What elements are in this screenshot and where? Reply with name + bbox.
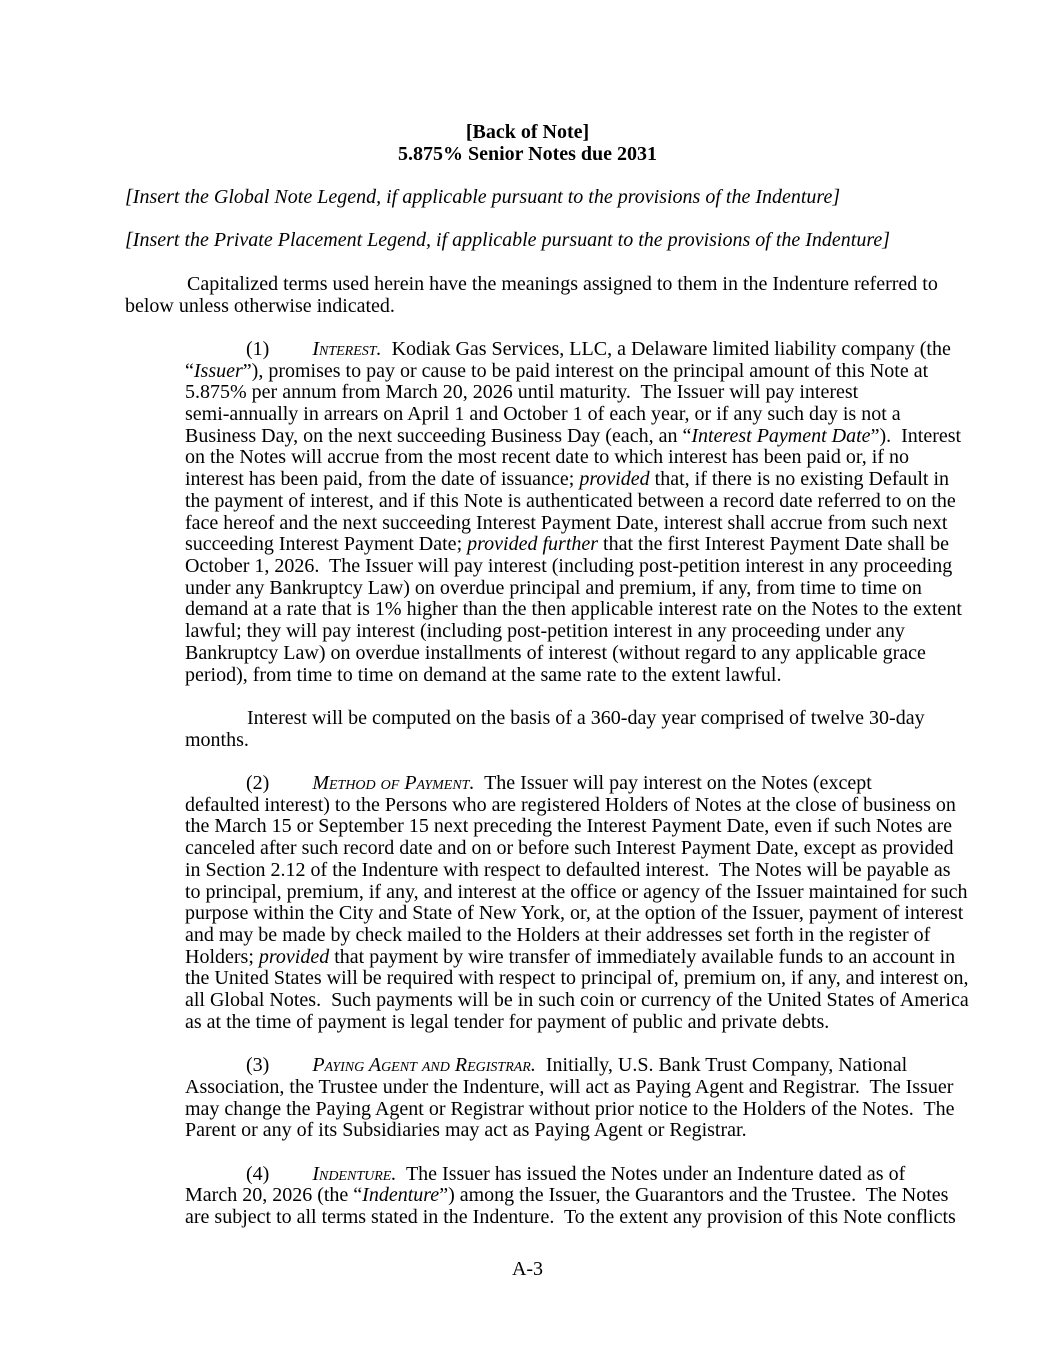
text-line — [185, 793, 956, 817]
text-line — [185, 447, 930, 469]
text-run: Issuer — [193, 359, 243, 382]
text-line — [185, 837, 954, 860]
title-line-back-of-note: [Back of Note] — [465, 121, 590, 143]
text-run: the March 15 or September 15 next preceding the Interest Payment Date, even if such Notes are — [185, 815, 952, 838]
text-run: under any Bankruptcy Law) on overdue principal and premium, if any, from time to time on — [185, 576, 922, 599]
text-run: [Insert the Global Note Legend, if applicable pursuant to the provisions of the Indenture] — [125, 186, 841, 209]
section-3-paying-agent-and-registrar — [185, 1054, 955, 1142]
text-line — [185, 858, 951, 882]
text-run: “ — [185, 359, 194, 382]
text-run: 5.875% per annum from March 20, 2026 until maturity. The Issuer will pay interest — [185, 381, 859, 404]
text-run: months. — [185, 728, 249, 751]
text-run: are subject to all terms stated in the Indenture. To the extent any provision of this Note conflicts — [185, 1206, 956, 1229]
text-run: (3) — [246, 1054, 270, 1077]
section-2-method-of-payment — [185, 772, 969, 1033]
section-heading: Interest. — [312, 337, 382, 360]
text-line — [125, 272, 938, 296]
text-run: provided further — [467, 533, 599, 556]
text-run: the payment of interest, and if this Note is authenticated between a record date referred to on the — [185, 489, 956, 512]
text-run: that, if there is no existing Default in — [649, 468, 950, 491]
text-run: (1) — [246, 337, 270, 360]
text-line — [185, 1120, 930, 1142]
section-heading: Indenture. — [312, 1162, 397, 1185]
text-run: canceled after such record date and on or before such Interest Payment Date, except as provided — [185, 837, 954, 860]
text-line — [125, 187, 930, 209]
title-line-notes-due: 5.875% Senior Notes due 2031 — [397, 142, 658, 165]
text-run: (2) — [246, 772, 270, 794]
text-line — [185, 880, 968, 904]
text-run: The Issuer has issued the Notes under an Indenture dated as of — [396, 1162, 906, 1185]
document-title — [125, 122, 930, 165]
text-run: (4) — [246, 1162, 270, 1185]
capitalized-terms-paragraph — [125, 272, 938, 317]
text-run: the United States will be required with respect to principal of, premium on, if any, and interest on, — [185, 967, 969, 990]
text-run: succeeding Interest Payment Date; — [185, 533, 468, 556]
text-run: ”) among the Issuer, the Guarantors and the Trustee. The Notes — [439, 1184, 949, 1207]
text-run: March 20, 2026 (the “ — [185, 1184, 363, 1207]
section-heading: Method of Payment. — [312, 772, 475, 794]
text-run: interest has been paid, from the date of issuance; — [185, 468, 580, 491]
text-line — [185, 337, 951, 361]
text-run: may change the Paying Agent or Registrar without prior notice to the Holders of the Notes. The — [185, 1097, 955, 1120]
text-line — [185, 815, 952, 838]
text-line — [185, 578, 930, 600]
section-4-indenture — [185, 1162, 956, 1229]
text-line — [125, 230, 930, 252]
page-number-footer: A-3 — [511, 1258, 544, 1280]
interest-computation-paragraph — [185, 708, 930, 751]
text-run: ”). Interest — [870, 424, 962, 447]
text-run: face hereof and the next succeeding Interest Payment Date, interest shall accrue from such next — [185, 511, 948, 534]
text-run: Association, the Trustee under the Indenture, will act as Paying Agent and Registrar. The Issuer — [185, 1075, 954, 1098]
text-run: ”), promises to pay or cause to be paid interest on the principal amount of this Note at — [242, 359, 929, 382]
text-line — [185, 643, 930, 665]
text-run: that the first Interest Payment Date shall be — [598, 533, 950, 556]
text-run: as at the time of payment is legal tender for payment of public and private debts. — [185, 1010, 830, 1033]
text-line — [185, 945, 956, 969]
text-line — [125, 296, 930, 318]
text-line — [185, 1012, 930, 1034]
text-line — [185, 361, 930, 383]
text-line — [185, 533, 950, 556]
text-line — [185, 1184, 949, 1207]
text-line — [185, 730, 930, 752]
text-run: Capitalized terms used herein have the meanings assigned to them in the Indenture referred to — [187, 272, 938, 295]
text-line — [185, 708, 930, 730]
text-line — [185, 1206, 956, 1229]
text-line — [185, 555, 953, 578]
text-line — [185, 468, 950, 491]
text-run: Interest Payment Date — [691, 424, 871, 447]
text-line — [185, 925, 930, 947]
text-run: Holders; — [185, 945, 259, 968]
text-run: October 1, 2026. The Issuer will pay interest (including post-petition interest in any proceeding — [185, 555, 953, 577]
text-run: and may be made by check mailed to the Holders at their addresses set forth in the register of — [185, 923, 931, 946]
text-run: to principal, premium, if any, and interest at the office or agency of the Issuer maintained for such — [185, 880, 968, 903]
text-line — [185, 989, 969, 1012]
text-line — [185, 902, 964, 925]
text-run: Initially, U.S. Bank Trust Company, National — [535, 1054, 908, 1077]
text-line — [185, 665, 930, 687]
text-run: provided — [258, 945, 330, 968]
text-line — [185, 511, 948, 535]
text-run: that payment by wire transfer of immediately available funds to an account in — [329, 945, 956, 968]
text-run: Bankruptcy Law) on overdue installments of interest (without regard to any applicable grace — [185, 641, 926, 664]
private-placement-legend-placeholder — [125, 230, 930, 252]
text-line — [185, 424, 962, 448]
text-line — [185, 621, 930, 643]
text-line — [185, 1075, 954, 1099]
global-note-legend-placeholder — [125, 187, 930, 209]
text-run: Indenture — [362, 1184, 440, 1207]
text-run: period), from time to time on demand at the same rate to the extent lawful. — [185, 663, 782, 686]
section-1-interest — [185, 337, 962, 686]
text-line — [185, 489, 956, 513]
text-run: Interest will be computed on the basis of a 360-day year comprised of twelve 30-day — [247, 706, 925, 729]
document-content — [125, 0, 969, 1229]
text-line — [185, 1055, 930, 1077]
text-run: Business Day, on the next succeeding Business Day (each, an “ — [185, 424, 692, 447]
paragraphs — [125, 186, 969, 1229]
text-run: Kodiak Gas Services, LLC, a Delaware limited liability company (the — [381, 337, 951, 360]
text-run: [Insert the Private Placement Legend, if applicable pursuant to the provisions of the Indenture] — [125, 229, 891, 252]
text-run: Parent or any of its Subsidiaries may act as Paying Agent or Registrar. — [185, 1119, 747, 1142]
text-line — [185, 382, 930, 404]
text-run: defaulted interest) to the Persons who are registered Holders of Notes at the close of business on — [185, 793, 956, 816]
text-line — [185, 598, 962, 621]
text-run: provided — [579, 468, 650, 491]
text-line — [185, 1164, 930, 1186]
text-run: purpose within the City and State of New York, or, at the option of the Issuer, payment of interest — [185, 902, 964, 925]
text-line — [185, 967, 969, 990]
text-run: on the Notes will accrue from the most recent date to which interest has been paid or, if no — [185, 446, 909, 469]
text-line — [185, 773, 930, 795]
text-run: below unless otherwise indicated. — [125, 294, 395, 317]
text-line — [185, 1097, 955, 1121]
text-run: all Global Notes. Such payments will be in such coin or currency of the United States of America — [185, 989, 969, 1012]
text-run: demand at a rate that is 1% higher than the then applicable interest rate on the Notes to the extent — [185, 598, 962, 621]
section-heading: Paying Agent and Registrar. — [312, 1054, 536, 1077]
text-run: lawful; they will pay interest (including post-petition interest in any proceeding under any — [185, 620, 905, 643]
text-run: in Section 2.12 of the Indenture with respect to defaulted interest. The Notes will be payable as — [185, 858, 951, 881]
text-run: The Issuer will pay interest on the Notes (except — [474, 772, 872, 794]
text-run: semi-annually in arrears on April 1 and October 1 of each year, or if any such day is not a — [185, 403, 901, 426]
text-line — [185, 404, 930, 426]
